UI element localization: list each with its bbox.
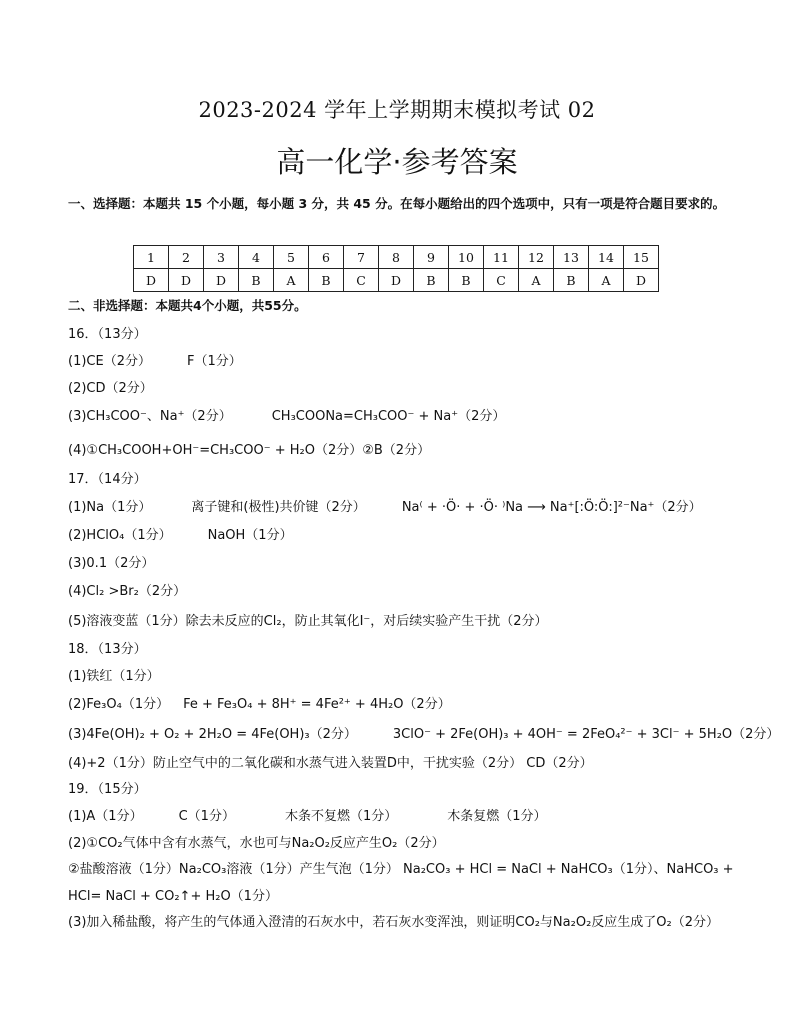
q18-line4: (4)+2（1分）防止空气中的二氧化碳和水蒸气进入装置D中，干扰实验（2分） CD（2分） <box>68 756 593 771</box>
q16-answer-3a: (3)CH₃COO⁻、Na⁺（2分） <box>68 409 232 424</box>
question-number-cell: 1 <box>134 246 169 269</box>
answer-cell: B <box>414 269 449 292</box>
section1-heading: 一、选择题：本题共 15 个小题，每小题 3 分，共 45 分。在每小题给出的四个选项中，只有一项是符合题目要求的。 <box>68 196 726 211</box>
question-number-cell: 15 <box>624 246 659 269</box>
answer-cell: C <box>344 269 379 292</box>
answer-cell: A <box>519 269 554 292</box>
q18-line3 <box>68 723 779 742</box>
q19-line4: HCl= NaCl + CO₂↑+ H₂O（1分） <box>68 889 278 904</box>
q17-answer-1a: (1)Na（1分） <box>68 500 152 515</box>
q17-title: 17．（14分） <box>68 472 147 487</box>
question-number-cell: 2 <box>169 246 204 269</box>
q18-line1: (1)铁红（1分） <box>68 669 160 684</box>
question-number-cell: 12 <box>519 246 554 269</box>
q19-line1 <box>68 805 547 824</box>
q17-line4: (4)Cl₂ >Br₂（2分） <box>68 584 187 599</box>
question-number-cell: 14 <box>589 246 624 269</box>
question-number-cell: 9 <box>414 246 449 269</box>
answer-cell: A <box>274 269 309 292</box>
answer-cell: B <box>449 269 484 292</box>
answer-cell: D <box>169 269 204 292</box>
q19-answer-1d: 木条复燃（1分） <box>447 809 547 824</box>
question-number-cell: 8 <box>379 246 414 269</box>
q16-line4: (4)①CH₃COOH+OH⁻=CH₃COO⁻ + H₂O（2分）②B（2分） <box>68 443 431 458</box>
question-number-cell: 7 <box>344 246 379 269</box>
q18-answer-3b: 3ClO⁻ + 2Fe(OH)₃ + 4OH⁻ = 2FeO₄²⁻ + 3Cl⁻ + 5H₂O（2分） <box>392 727 780 742</box>
q19-title: 19．（15分） <box>68 782 147 797</box>
q19-line3: ②盐酸溶液（1分）Na₂CO₃溶液（1分）产生气泡（1分） Na₂CO₃ + HCl = NaCl + NaHCO₃（1分）、NaHCO₃ + <box>68 862 734 877</box>
q16-line3 <box>68 405 505 424</box>
q17-line1 <box>68 496 702 515</box>
exam-title: 2023-2024 学年上学期期末模拟考试 02 <box>198 98 596 122</box>
question-number-cell: 10 <box>449 246 484 269</box>
answer-cell: D <box>624 269 659 292</box>
q16-line1 <box>68 350 242 369</box>
answer-cell: B <box>309 269 344 292</box>
q19-answer-1c: 木条不复燃（1分） <box>284 809 398 824</box>
q18-answer-2b: Fe + Fe₃O₄ + 8H⁺ = 4Fe²⁺ + 4H₂O（2分） <box>183 697 451 712</box>
question-number-cell: 5 <box>274 246 309 269</box>
q19-answer-1a: (1)A（1分） <box>68 809 143 824</box>
section2-heading: 二、非选择题：本题共4个小题，共55分。 <box>68 298 307 313</box>
q17-answer-1b: 离子键和(极性)共价键（2分） <box>191 500 366 515</box>
question-number-cell: 3 <box>204 246 239 269</box>
answer-table <box>133 245 659 292</box>
q17-line5: (5)溶液变蓝（1分）除去未反应的Cl₂，防止其氧化I⁻，对后续实验产生干扰（2分） <box>68 614 548 629</box>
q19-line2: (2)①CO₂气体中含有水蒸气，水也可与Na₂O₂反应产生O₂（2分） <box>68 836 445 851</box>
answer-cell: B <box>239 269 274 292</box>
q16-title: 16．（13分） <box>68 327 147 342</box>
answer-table-answer-row <box>134 269 659 292</box>
answer-cell: D <box>134 269 169 292</box>
question-number-cell: 11 <box>484 246 519 269</box>
q16-answer-3b: CH₃COONa=CH₃COO⁻ + Na⁺（2分） <box>271 409 506 424</box>
q17-answer-2b: NaOH（1分） <box>207 528 293 543</box>
q16-answer-1b: F（1分） <box>186 354 242 369</box>
q18-title: 18．（13分） <box>68 642 147 657</box>
q18-answer-2a: (2)Fe₃O₄（1分） <box>68 697 170 712</box>
q17-line3: (3)0.1（2分） <box>68 556 155 571</box>
answer-cell: D <box>204 269 239 292</box>
q16-answer-1a: (1)CE（2分） <box>68 354 151 369</box>
q18-answer-3a: (3)4Fe(OH)₂ + O₂ + 2H₂O = 4Fe(OH)₃（2分） <box>68 727 357 742</box>
exam-subtitle: 高一化学·参考答案 <box>276 145 518 179</box>
q19-answer-1b: C（1分） <box>178 809 235 824</box>
answer-cell: B <box>554 269 589 292</box>
question-number-cell: 6 <box>309 246 344 269</box>
answer-cell: D <box>379 269 414 292</box>
question-number-cell: 4 <box>239 246 274 269</box>
q18-line2 <box>68 693 451 712</box>
q17-line2 <box>68 524 293 543</box>
q16-line2: (2)CD（2分） <box>68 381 153 396</box>
q17-answer-2a: (2)HClO₄（1分） <box>68 528 172 543</box>
question-number-cell: 13 <box>554 246 589 269</box>
q17-electron-diagram: Na⁽ + ·Ö· + ·Ö· ⁾Na ⟶ Na⁺[:Ö:Ö:]²⁻Na⁺（2分） <box>401 500 702 515</box>
answer-cell: C <box>484 269 519 292</box>
q19-line5: (3)加入稀盐酸，将产生的气体通入澄清的石灰水中，若石灰水变浑浊，则证明CO₂与Na₂O₂反应生成了O₂（2分） <box>68 915 719 930</box>
answer-table-number-row <box>134 246 659 269</box>
answer-cell: A <box>589 269 624 292</box>
